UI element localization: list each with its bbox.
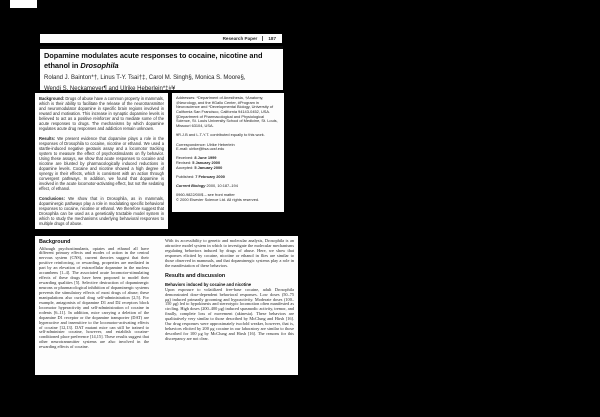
abstract-conclusions-paragraph [39,196,164,226]
article-title-line2-text: ethanol in [44,61,79,71]
accepted-label: Accepted: [176,164,194,170]
body-left-column [39,239,149,372]
running-head-divider [262,36,263,41]
running-head-section-label: Research Paper [222,36,258,41]
abstract-background-paragraph [39,96,164,131]
journal-name: Current Biology [176,183,206,189]
revised-date: 5 January 2000 [192,160,221,166]
article-title-line1: Dopamine modulates acute responses to cocaine, nicotine and [44,51,263,60]
published-line [176,175,280,180]
results-discussion-heading: Results and discussion [165,272,226,279]
history-dates-block [176,156,280,170]
running-head-page-number: 187 [268,36,276,41]
title-block [40,46,283,90]
abstract-column [35,93,168,229]
background-paragraph: Although psychostimulants, opiates and ethanol all have different primary effects and modes of action in the central nervous system (CNS), current theories suggest that their positive reinforcing, or rewarding, properties are mediated in part by an elevation of extracellular dopamine in the nucleus accumbens [1–4]. The associated acute locomotor-stimulating effects of these drugs have been proposed to model their rewarding qualities [5]. Selective destruction of dopaminergic neurons or pharmacological inhibition of dopaminergic systems prevents the stimulatory effects of most drugs of abuse; these manipulations also curtail drug self-administration [2,5]. For example, antagonists of dopamine D1 and D2 receptors block locomotor hyperactivity and self-administration of cocaine in rodents [6–11]. In addition, mice carrying a deletion of the dopamine D1 receptor or the dopamine transporter (DAT) are hyperactive and insensitive to the locomotor-activating effects of cocaine [12,13]. DAT mutant mice can still be trained to self-administer cocaine, however, and establish cocaine-conditioned place preference [14,15]. These results suggest that other neurotransmitter systems are also involved in the rewarding effects of cocaine. [39,245,149,350]
intro-paragraph2: With its accessibility to genetic and molecular analysis, Drosophila is an attractive model system in which to investigate the molecular mechanisms regulating behaviors induced by drugs of abuse. Here, we show that responses elicited by cocaine, nicotine or ethanol in flies are similar to those observed in mammals, and that dopaminergic systems play a role in the manifestation of these behaviors. [165,238,294,268]
authors-line1: Roland J. Bainton*†, Linus T-Y. Tsai†‡, Carol M. Singh§, Monica S. Moore§, [44,74,246,81]
behaviors-subheading: Behaviors induced by cocaine and nicotine [165,281,252,287]
correspondence-line: Correspondence: Ulrike Heberlein [176,141,235,147]
issn-line: 0960-9822/00/$ – see front matter [176,192,235,198]
published-label: Published: [176,173,195,179]
body-text-block [35,236,298,375]
background-paragraph-wrap [39,247,149,351]
received-date: 8 June 1999 [194,155,217,161]
affiliations-text: Addresses: *Department of Anesthesia, †Anatomy, ‡Neurology, and the ¥Gallo Center, #Program in Neuroscience and *Developmental Biology, University of California San Francisco, California 94143-0452, USA. §Department of Pharmacological and Physiological Science, St. Louis University School of Medicine, St. Louis, Missouri 63104, USA. [176,95,278,129]
intro-paragraph2-wrap [165,239,294,269]
abstract-results-label: Results: [39,135,56,141]
abstract-background-label: Background: [39,96,65,101]
body-right-column [165,239,294,372]
page-corner-fragment [10,0,37,8]
received-label: Received: [176,155,194,161]
authors-line2: Wendi S. Neckameyer¶ and Ulrike Heberlein*‡#¥ [44,85,176,90]
copyright-line: © 2000 Elsevier Science Ltd. All rights reserved. [176,197,260,202]
behaviors-paragraph: Upon exposure to volatilized free-base cocaine, adult Drosophila demonstrated dose-dependent behavioral responses. Low doses (50–75 μg) induced primarily grooming and hypoactivity. Moderate doses (100–150 μg) led to hypokinesis and stereotypic locomotion often manifested as circling. High doses (200–400 μg) induced spasmodic activity, tremor, and finally, complete loss of movement (akinesia). These behaviors are qualitatively very similar to those described by McClung and Hirsh [16]. Our drug responses were approximately twofold weaker, however, that is, behaviors elicited by 200 μg cocaine in our laboratory are similar to those described for 100 μg by McClung and Hirsh [16]. The reasons for this discrepancy are not clear. [165,286,294,341]
article-title-line2 [44,61,279,71]
article-title-species: Drosophila [80,61,119,71]
accepted-line [176,166,280,171]
journal-citation: 2000, 10:187–194 [206,183,238,189]
journal-citation-line [176,184,280,189]
correspondence-block [176,143,280,152]
abstract-background-text: Drugs of abuse have a common property in mammals, which is their ability to facilitate the release of the neurotransmitter and neuromodulator dopamine in specific brain regions involved in reward and motivation. This increase in synaptic dopamine levels is believed to act as a positive reinforcer and to mediate some of the acute responses to drugs. The mechanisms by which dopamine regulates acute drug responses and addiction remain unknown. [39,96,164,131]
running-head [40,34,282,43]
abstract-results-paragraph [39,136,164,191]
email-line: E-mail: ulrike@itsa.ucsf.edu [176,146,225,152]
abstract-results-text: We present evidence that dopamine plays a role in the responses of Drosophila to cocaine, nicotine or ethanol. We used a startle-induced negative geotaxis assay and a locomotor tracking system to measure the effect of psychostimulants on fly behavior. Using these assays, we show that acute responses to cocaine and nicotine are blunted by pharmacologically induced reductions in dopamine levels. Cocaine and nicotine showed a high degree of synergy in their effects, which is consistent with an action through convergent pathways. In addition, we found that dopamine is involved in the acute locomotor-activating effect, but not the sedating effect, of ethanol. [39,135,164,191]
abstract-conclusions-text: We show that in Drosophila, as in mammals, dopaminergic pathways play a role in modulating specific behavioral responses to cocaine, nicotine or ethanol. We therefore suggest that Drosophila can be used as a genetically tractable model system in which to study the mechanisms underlying behavioral responses to multiple drugs of abuse. [39,195,164,226]
abstract-conclusions-label: Conclusions: [39,195,65,201]
copyright-block [176,193,280,202]
addresses-column [172,93,284,212]
published-date: 7 February 2000 [195,173,225,179]
equal-contribution-note: ¥R.J.B and L.T-Y.T. contributed equally to this work. [176,132,265,138]
revised-label: Revised: [176,160,192,166]
behaviors-paragraph-wrap [165,288,294,342]
accepted-date: 5 January 2000 [194,164,223,170]
background-heading: Background [39,239,71,245]
